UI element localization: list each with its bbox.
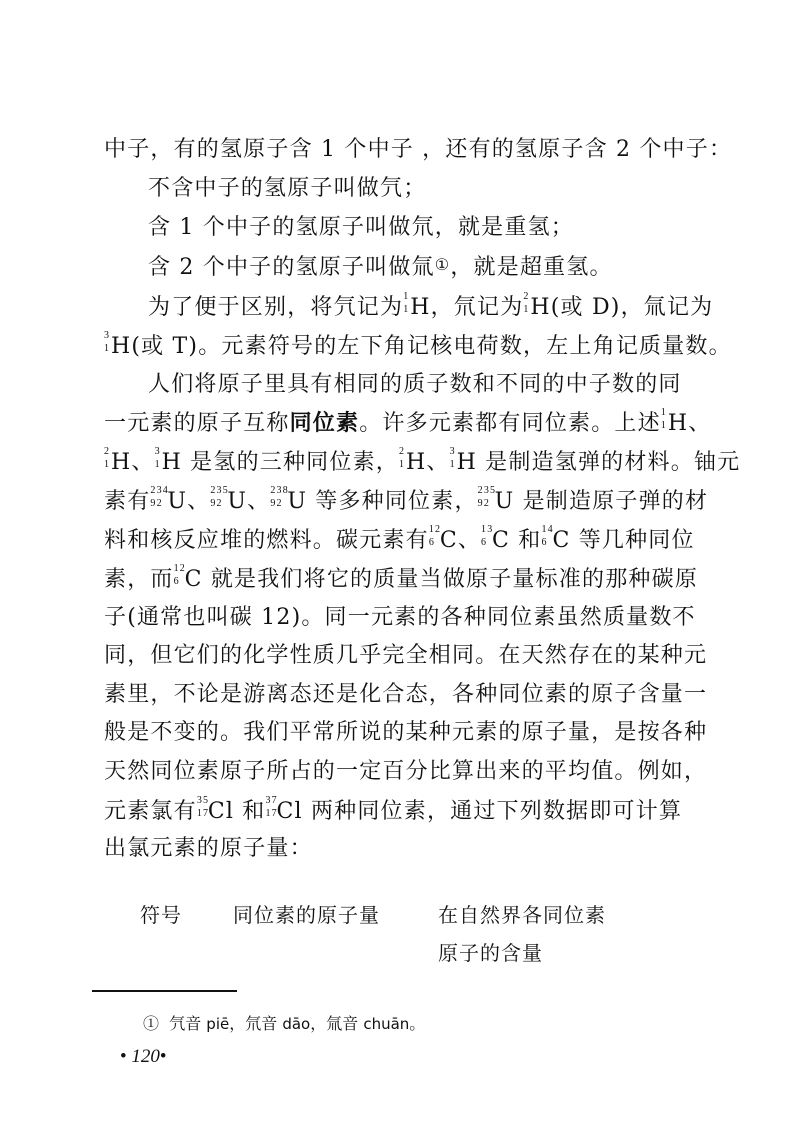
table-header-symbol: 符号 — [140, 903, 182, 927]
body-text: H 是制造氢弹的材料。铀元 — [456, 450, 741, 475]
footnote-marker: ① — [143, 1014, 160, 1033]
isotope-cl35: 35 17 — [196, 795, 210, 819]
footnote-divider — [92, 990, 237, 992]
body-text: H、 — [667, 411, 712, 436]
body-text: 出氯元素的原子量： — [104, 836, 313, 861]
isotope-h3: 3 1 — [154, 446, 161, 470]
isotope-h3: 3 1 — [104, 330, 111, 354]
text-line — [148, 255, 613, 282]
body-text: U 是制造原子弹的材 — [494, 489, 709, 514]
isotope-h2: 2 1 — [104, 446, 111, 470]
body-text: 同，但它们的化学性质几乎完全相同。在天然存在的某种元 — [104, 643, 708, 668]
body-text: 含 1 个中子的氢原子叫做氘，就是重氢； — [148, 215, 574, 240]
body-text: 素里，不论是游离态还是化合态，各种同位素的原子含量一 — [104, 682, 708, 707]
body-text: C 等几种同位 — [552, 528, 695, 553]
page-number-bullet: • — [120, 1046, 127, 1067]
body-text: 素，而 — [104, 567, 174, 592]
body-text: 为了便于区别，将氕记为 — [148, 295, 404, 320]
body-text: 。许多元素都有同位素。上述 — [359, 411, 661, 436]
isotope-c14: 14 6 — [541, 524, 554, 548]
isotope-cl37: 37 17 — [265, 795, 278, 819]
body-text: 子(通常也叫碳 12)。同一元素的各种同位素虽然质量数不 — [104, 605, 696, 630]
isotope-h1: 1 1 — [660, 407, 668, 431]
table-header-isotope-mass: 同位素的原子量 — [233, 903, 380, 927]
body-text: 般是不变的。我们平常所说的某种元素的原子量，是按各种 — [104, 720, 708, 745]
body-text: H 是氢的三种同位素， — [161, 450, 399, 475]
isotope-u234: 234 92 — [150, 485, 170, 509]
text-line — [148, 291, 714, 321]
text-line — [148, 372, 682, 398]
body-text: 不含中子的氢原子叫做氕； — [148, 176, 427, 201]
table-header-abundance: 在自然界各同位素 — [438, 903, 606, 927]
text-line — [104, 137, 732, 163]
isotope-h3: 3 1 — [449, 446, 456, 470]
text-line — [104, 446, 741, 476]
footnote-marker[interactable]: ① — [434, 255, 451, 274]
text-line — [104, 524, 695, 554]
body-text: U、 — [227, 489, 271, 514]
body-text: U 等多种同位素， — [287, 489, 478, 514]
footnote-text: ，氘音 — [229, 1014, 278, 1033]
isotope-u235: 235 92 — [210, 485, 229, 509]
text-line — [104, 485, 709, 515]
body-text: U、 — [167, 489, 211, 514]
isotope-h2: 2 1 — [398, 446, 406, 470]
body-text: Cl 和 — [207, 799, 266, 824]
body-text: 天然同位素原子所占的一定百分比算出来的平均值。例如， — [104, 759, 708, 784]
footnote-text: 氕音 — [169, 1014, 202, 1033]
isotope-c12: 12 6 — [173, 563, 187, 587]
isotope-c13: 13 6 — [481, 524, 494, 548]
isotope-h1: 1 1 — [403, 291, 410, 315]
pinyin: chuān — [363, 1015, 410, 1033]
isotope-u235: 235 92 — [477, 485, 497, 509]
text-line — [104, 605, 696, 631]
body-text: 元素氯有 — [104, 799, 197, 824]
body-text: 料和核反应堆的燃料。碳元素有 — [104, 528, 429, 553]
text-line — [104, 563, 699, 593]
body-text: 含 2 个中子的氢原子叫做氚 — [148, 255, 435, 280]
page-number — [120, 1045, 167, 1069]
text-line — [148, 215, 574, 241]
body-text: H，氘记为 — [410, 295, 524, 320]
footnote — [143, 1013, 425, 1035]
text-line — [104, 407, 712, 437]
text-line — [104, 682, 707, 708]
body-text: 素有 — [104, 489, 151, 514]
page-number-bullet: • — [159, 1046, 167, 1067]
body-text: H(或 D)，氚记为 — [530, 295, 714, 320]
body-text: C 和 — [492, 528, 542, 553]
body-text: H、 — [405, 450, 450, 475]
body-text: ，就是超重氢。 — [450, 255, 613, 280]
text-line — [104, 720, 707, 746]
pinyin: dāo — [282, 1015, 311, 1033]
text-line — [104, 330, 732, 360]
text-line — [104, 643, 707, 669]
text-line — [104, 795, 683, 825]
isotope-u238: 238 92 — [270, 485, 289, 509]
body-text: C、 — [439, 528, 482, 553]
text-line — [104, 759, 707, 785]
body-text: Cl 两种同位素，通过下列数据即可计算 — [276, 799, 683, 824]
table-header-abundance-line2: 原子的含量 — [438, 941, 543, 965]
pinyin: piē — [206, 1015, 230, 1033]
isotope-c12: 12 6 — [428, 524, 442, 548]
footnote-text: 。 — [409, 1014, 426, 1033]
body-text: C 就是我们将它的质量当做原子量标准的那种碳原 — [184, 567, 699, 592]
body-text: 人们将原子里具有相同的质子数和不同的中子数的同 — [148, 372, 682, 397]
body-text: H、 — [111, 450, 155, 475]
body-text: 一元素的原子互称 — [104, 411, 290, 436]
text-line — [104, 836, 313, 862]
text-line — [148, 176, 426, 202]
body-text: H(或 T)。元素符号的左下角记核电荷数，左上角记质量数。 — [111, 334, 732, 359]
page-number-value: 120 — [131, 1046, 160, 1067]
footnote-text: ，氚音 — [310, 1014, 359, 1033]
term-isotope: 同位素 — [289, 410, 360, 436]
body-text: 中子，有的氢原子含 1 个中子 ，还有的氢原子含 2 个中子： — [104, 137, 733, 162]
isotope-h2: 2 1 — [523, 291, 530, 315]
